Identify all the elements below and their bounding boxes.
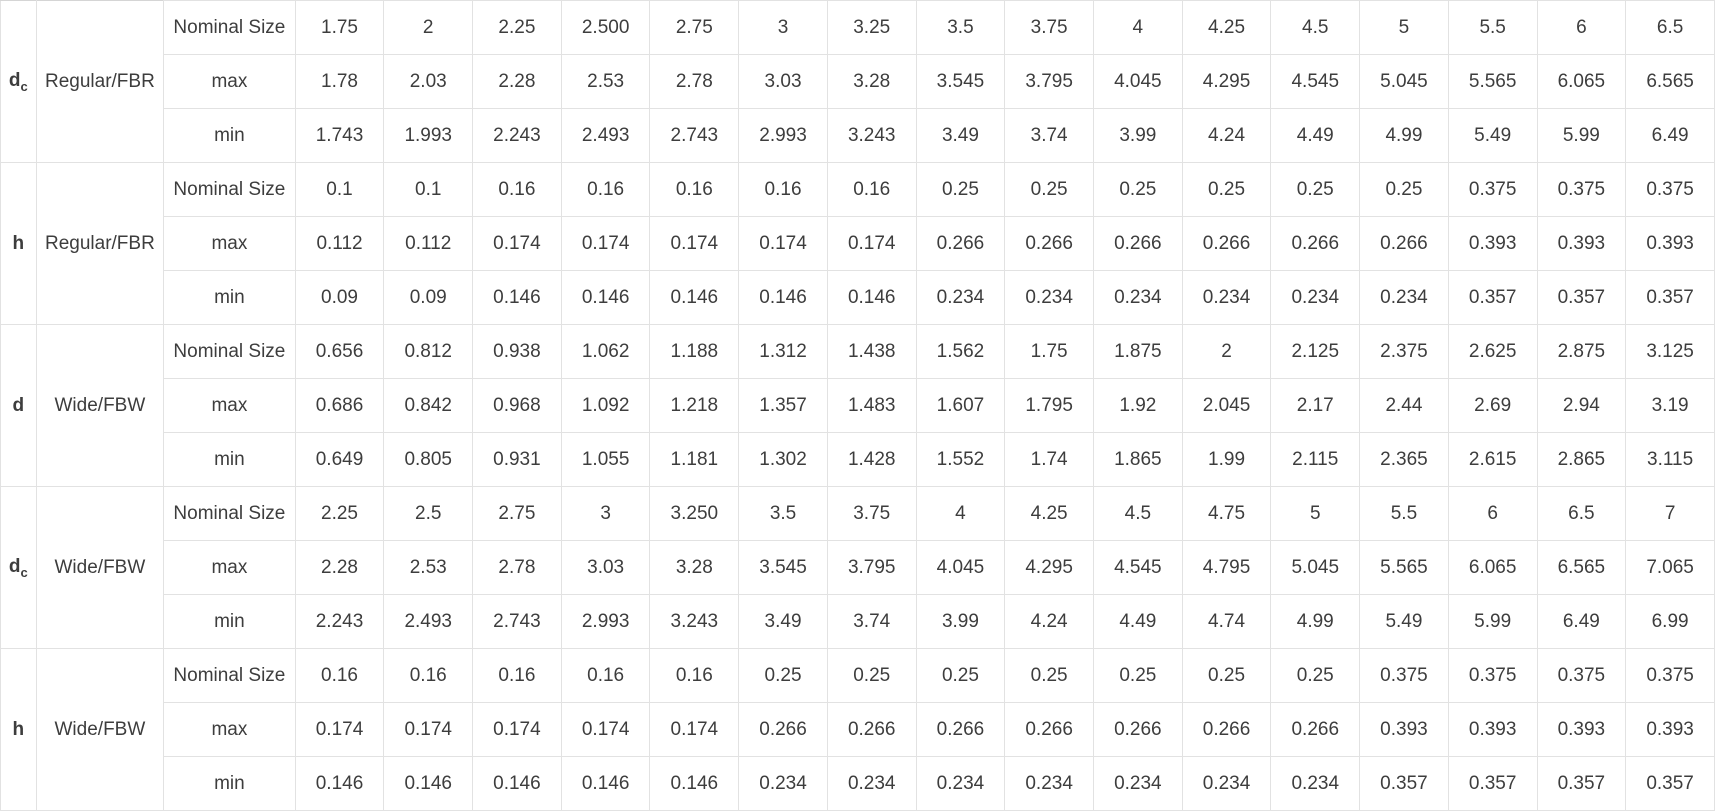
value-cell: 5.045 bbox=[1271, 541, 1360, 595]
value-cell: 0.234 bbox=[1005, 757, 1094, 811]
value-cell: 6 bbox=[1448, 487, 1537, 541]
row-label-cell: min bbox=[164, 595, 296, 649]
value-cell: 4.545 bbox=[1271, 55, 1360, 109]
row-label-cell: max bbox=[164, 217, 296, 271]
value-cell: 0.234 bbox=[916, 757, 1005, 811]
value-cell: 2.365 bbox=[1360, 433, 1449, 487]
value-cell: 1.562 bbox=[916, 325, 1005, 379]
value-cell: 3.49 bbox=[739, 595, 828, 649]
value-cell: 0.25 bbox=[1271, 649, 1360, 703]
value-cell: 0.146 bbox=[561, 757, 650, 811]
value-cell: 0.234 bbox=[1271, 271, 1360, 325]
value-cell: 3.03 bbox=[561, 541, 650, 595]
series-cell: Wide/FBW bbox=[36, 487, 163, 649]
value-cell: 0.25 bbox=[1093, 163, 1182, 217]
value-cell: 2.743 bbox=[650, 109, 739, 163]
value-cell: 0.234 bbox=[1271, 757, 1360, 811]
value-cell: 0.16 bbox=[739, 163, 828, 217]
row-label-cell: min bbox=[164, 109, 296, 163]
value-cell: 0.393 bbox=[1448, 217, 1537, 271]
value-cell: 0.968 bbox=[473, 379, 562, 433]
value-cell: 4.74 bbox=[1182, 595, 1271, 649]
value-cell: 4.045 bbox=[916, 541, 1005, 595]
value-cell: 1.181 bbox=[650, 433, 739, 487]
row-label-cell: Nominal Size bbox=[164, 649, 296, 703]
series-cell: Wide/FBW bbox=[36, 325, 163, 487]
value-cell: 3 bbox=[561, 487, 650, 541]
value-cell: 0.234 bbox=[1093, 271, 1182, 325]
value-cell: 2.875 bbox=[1537, 325, 1626, 379]
value-cell: 3.99 bbox=[916, 595, 1005, 649]
value-cell: 1.74 bbox=[1005, 433, 1094, 487]
value-cell: 4.795 bbox=[1182, 541, 1271, 595]
value-cell: 0.174 bbox=[473, 217, 562, 271]
value-cell: 0.266 bbox=[827, 703, 916, 757]
row-label-cell: max bbox=[164, 703, 296, 757]
value-cell: 7.065 bbox=[1626, 541, 1715, 595]
value-cell: 3.75 bbox=[827, 487, 916, 541]
value-cell: 0.266 bbox=[916, 703, 1005, 757]
value-cell: 4 bbox=[1093, 1, 1182, 55]
value-cell: 1.993 bbox=[384, 109, 473, 163]
value-cell: 2.493 bbox=[561, 109, 650, 163]
value-cell: 0.16 bbox=[473, 649, 562, 703]
row-label-cell: min bbox=[164, 271, 296, 325]
value-cell: 1.795 bbox=[1005, 379, 1094, 433]
value-cell: 0.174 bbox=[295, 703, 384, 757]
value-cell: 2.493 bbox=[384, 595, 473, 649]
value-cell: 0.16 bbox=[650, 163, 739, 217]
value-cell: 0.357 bbox=[1537, 271, 1626, 325]
value-cell: 1.312 bbox=[739, 325, 828, 379]
value-cell: 2.115 bbox=[1271, 433, 1360, 487]
value-cell: 0.1 bbox=[295, 163, 384, 217]
value-cell: 2.75 bbox=[473, 487, 562, 541]
value-cell: 3.5 bbox=[916, 1, 1005, 55]
value-cell: 1.062 bbox=[561, 325, 650, 379]
value-cell: 1.483 bbox=[827, 379, 916, 433]
value-cell: 2.28 bbox=[295, 541, 384, 595]
value-cell: 2.03 bbox=[384, 55, 473, 109]
value-cell: 0.931 bbox=[473, 433, 562, 487]
value-cell: 1.302 bbox=[739, 433, 828, 487]
symbol-cell: h bbox=[1, 163, 37, 325]
symbol-cell: $d_c$ bbox=[1, 1, 37, 163]
value-cell: 0.25 bbox=[1005, 163, 1094, 217]
value-cell: 0.266 bbox=[1271, 703, 1360, 757]
value-cell: 0.174 bbox=[473, 703, 562, 757]
value-cell: 5 bbox=[1271, 487, 1360, 541]
value-cell: 0.09 bbox=[295, 271, 384, 325]
symbol-subscript: c bbox=[20, 78, 28, 94]
value-cell: 3.250 bbox=[650, 487, 739, 541]
value-cell: 3.49 bbox=[916, 109, 1005, 163]
value-cell: 3.545 bbox=[739, 541, 828, 595]
value-cell: 0.112 bbox=[295, 217, 384, 271]
value-cell: 0.234 bbox=[1182, 757, 1271, 811]
value-cell: 6 bbox=[1537, 1, 1626, 55]
value-cell: 2.865 bbox=[1537, 433, 1626, 487]
value-cell: 0.146 bbox=[473, 271, 562, 325]
value-cell: 2.243 bbox=[473, 109, 562, 163]
value-cell: 0.16 bbox=[561, 649, 650, 703]
value-cell: 3.115 bbox=[1626, 433, 1715, 487]
value-cell: 4.99 bbox=[1360, 109, 1449, 163]
table-row bbox=[1, 703, 1715, 757]
series-cell: Wide/FBW bbox=[36, 649, 163, 811]
value-cell: 6.49 bbox=[1626, 109, 1715, 163]
value-cell: 0.174 bbox=[384, 703, 473, 757]
value-cell: 1.092 bbox=[561, 379, 650, 433]
value-cell: 0.174 bbox=[561, 703, 650, 757]
value-cell: 3.19 bbox=[1626, 379, 1715, 433]
value-cell: 2.993 bbox=[739, 109, 828, 163]
value-cell: 5.99 bbox=[1537, 109, 1626, 163]
value-cell: 3.25 bbox=[827, 1, 916, 55]
table-body bbox=[1, 1, 1715, 811]
value-cell: 0.174 bbox=[827, 217, 916, 271]
row-label-cell: max bbox=[164, 55, 296, 109]
value-cell: 4.25 bbox=[1182, 1, 1271, 55]
value-cell: 2.53 bbox=[561, 55, 650, 109]
value-cell: 5.565 bbox=[1448, 55, 1537, 109]
value-cell: 0.686 bbox=[295, 379, 384, 433]
value-cell: 3.795 bbox=[827, 541, 916, 595]
value-cell: 4.25 bbox=[1005, 487, 1094, 541]
value-cell: 2.44 bbox=[1360, 379, 1449, 433]
value-cell: 2.53 bbox=[384, 541, 473, 595]
value-cell: 0.1 bbox=[384, 163, 473, 217]
value-cell: 0.393 bbox=[1537, 703, 1626, 757]
value-cell: 2.045 bbox=[1182, 379, 1271, 433]
row-label-cell: Nominal Size bbox=[164, 163, 296, 217]
value-cell: 2.69 bbox=[1448, 379, 1537, 433]
value-cell: 6.565 bbox=[1537, 541, 1626, 595]
value-cell: 5 bbox=[1360, 1, 1449, 55]
row-label-cell: Nominal Size bbox=[164, 325, 296, 379]
symbol-cell: $d_c$ bbox=[1, 487, 37, 649]
value-cell: 1.92 bbox=[1093, 379, 1182, 433]
value-cell: 0.25 bbox=[1360, 163, 1449, 217]
value-cell: 3.74 bbox=[827, 595, 916, 649]
value-cell: 0.357 bbox=[1537, 757, 1626, 811]
value-cell: 3.5 bbox=[739, 487, 828, 541]
symbol-cell: d bbox=[1, 325, 37, 487]
row-label-cell: min bbox=[164, 433, 296, 487]
value-cell: 0.266 bbox=[1093, 703, 1182, 757]
table-row bbox=[1, 595, 1715, 649]
value-cell: 0.25 bbox=[1182, 649, 1271, 703]
value-cell: 0.234 bbox=[827, 757, 916, 811]
value-cell: 3.545 bbox=[916, 55, 1005, 109]
value-cell: 3.28 bbox=[650, 541, 739, 595]
value-cell: 4.75 bbox=[1182, 487, 1271, 541]
value-cell: 2.125 bbox=[1271, 325, 1360, 379]
value-cell: 3.28 bbox=[827, 55, 916, 109]
value-cell: 6.5 bbox=[1626, 1, 1715, 55]
value-cell: 6.065 bbox=[1537, 55, 1626, 109]
value-cell: 4.045 bbox=[1093, 55, 1182, 109]
symbol-cell: h bbox=[1, 649, 37, 811]
value-cell: 4.295 bbox=[1005, 541, 1094, 595]
value-cell: 0.25 bbox=[827, 649, 916, 703]
value-cell: 2 bbox=[1182, 325, 1271, 379]
value-cell: 0.266 bbox=[916, 217, 1005, 271]
value-cell: 0.266 bbox=[1005, 217, 1094, 271]
value-cell: 1.218 bbox=[650, 379, 739, 433]
value-cell: 0.393 bbox=[1626, 217, 1715, 271]
value-cell: 4.99 bbox=[1271, 595, 1360, 649]
table-row bbox=[1, 109, 1715, 163]
value-cell: 3.03 bbox=[739, 55, 828, 109]
value-cell: 1.357 bbox=[739, 379, 828, 433]
value-cell: 0.146 bbox=[650, 757, 739, 811]
value-cell: 0.25 bbox=[916, 163, 1005, 217]
value-cell: 2.25 bbox=[473, 1, 562, 55]
value-cell: 5.5 bbox=[1448, 1, 1537, 55]
value-cell: 2.94 bbox=[1537, 379, 1626, 433]
value-cell: 6.5 bbox=[1537, 487, 1626, 541]
value-cell: 0.146 bbox=[295, 757, 384, 811]
value-cell: 2.78 bbox=[650, 55, 739, 109]
value-cell: 5.5 bbox=[1360, 487, 1449, 541]
value-cell: 1.75 bbox=[1005, 325, 1094, 379]
series-cell: Regular/FBR bbox=[36, 1, 163, 163]
value-cell: 0.174 bbox=[739, 217, 828, 271]
table-row bbox=[1, 163, 1715, 217]
value-cell: 2.75 bbox=[650, 1, 739, 55]
value-cell: 0.234 bbox=[1005, 271, 1094, 325]
value-cell: 0.25 bbox=[1271, 163, 1360, 217]
table-row bbox=[1, 217, 1715, 271]
value-cell: 0.25 bbox=[1005, 649, 1094, 703]
row-label-cell: Nominal Size bbox=[164, 1, 296, 55]
value-cell: 0.09 bbox=[384, 271, 473, 325]
value-cell: 0.357 bbox=[1360, 757, 1449, 811]
value-cell: 4.5 bbox=[1093, 487, 1182, 541]
value-cell: 0.234 bbox=[1182, 271, 1271, 325]
table-row bbox=[1, 541, 1715, 595]
value-cell: 0.375 bbox=[1626, 649, 1715, 703]
value-cell: 6.99 bbox=[1626, 595, 1715, 649]
value-cell: 3.795 bbox=[1005, 55, 1094, 109]
value-cell: 5.99 bbox=[1448, 595, 1537, 649]
value-cell: 2.5 bbox=[384, 487, 473, 541]
value-cell: 0.266 bbox=[1182, 217, 1271, 271]
value-cell: 5.565 bbox=[1360, 541, 1449, 595]
value-cell: 2.375 bbox=[1360, 325, 1449, 379]
value-cell: 0.25 bbox=[1093, 649, 1182, 703]
value-cell: 1.865 bbox=[1093, 433, 1182, 487]
table-row bbox=[1, 55, 1715, 109]
value-cell: 0.357 bbox=[1626, 757, 1715, 811]
value-cell: 1.188 bbox=[650, 325, 739, 379]
value-cell: 0.375 bbox=[1448, 163, 1537, 217]
value-cell: 0.16 bbox=[473, 163, 562, 217]
value-cell: 2.625 bbox=[1448, 325, 1537, 379]
value-cell: 0.146 bbox=[739, 271, 828, 325]
row-label-cell: min bbox=[164, 757, 296, 811]
value-cell: 1.875 bbox=[1093, 325, 1182, 379]
value-cell: 4.49 bbox=[1093, 595, 1182, 649]
value-cell: 0.357 bbox=[1626, 271, 1715, 325]
value-cell: 0.234 bbox=[916, 271, 1005, 325]
value-cell: 2.78 bbox=[473, 541, 562, 595]
value-cell: 1.552 bbox=[916, 433, 1005, 487]
value-cell: 1.75 bbox=[295, 1, 384, 55]
value-cell: 0.842 bbox=[384, 379, 473, 433]
value-cell: 2.28 bbox=[473, 55, 562, 109]
table-row bbox=[1, 1, 1715, 55]
value-cell: 7 bbox=[1626, 487, 1715, 541]
value-cell: 0.266 bbox=[1360, 217, 1449, 271]
value-cell: 4.295 bbox=[1182, 55, 1271, 109]
value-cell: 0.375 bbox=[1360, 649, 1449, 703]
row-label-cell: max bbox=[164, 379, 296, 433]
value-cell: 0.174 bbox=[650, 703, 739, 757]
value-cell: 6.565 bbox=[1626, 55, 1715, 109]
value-cell: 0.938 bbox=[473, 325, 562, 379]
value-cell: 0.234 bbox=[1093, 757, 1182, 811]
table-row bbox=[1, 649, 1715, 703]
value-cell: 0.266 bbox=[1093, 217, 1182, 271]
value-cell: 2.25 bbox=[295, 487, 384, 541]
value-cell: 0.16 bbox=[827, 163, 916, 217]
value-cell: 1.743 bbox=[295, 109, 384, 163]
row-label-cell: max bbox=[164, 541, 296, 595]
value-cell: 1.428 bbox=[827, 433, 916, 487]
value-cell: 4.49 bbox=[1271, 109, 1360, 163]
value-cell: 0.25 bbox=[739, 649, 828, 703]
value-cell: 0.25 bbox=[916, 649, 1005, 703]
value-cell: 6.49 bbox=[1537, 595, 1626, 649]
value-cell: 0.375 bbox=[1537, 163, 1626, 217]
value-cell: 2 bbox=[384, 1, 473, 55]
value-cell: 0.266 bbox=[739, 703, 828, 757]
value-cell: 1.438 bbox=[827, 325, 916, 379]
value-cell: 0.25 bbox=[1182, 163, 1271, 217]
value-cell: 0.375 bbox=[1537, 649, 1626, 703]
value-cell: 0.234 bbox=[739, 757, 828, 811]
value-cell: 3.74 bbox=[1005, 109, 1094, 163]
series-cell: Regular/FBR bbox=[36, 163, 163, 325]
value-cell: 0.16 bbox=[561, 163, 650, 217]
table-row bbox=[1, 271, 1715, 325]
value-cell: 2.615 bbox=[1448, 433, 1537, 487]
value-cell: 0.812 bbox=[384, 325, 473, 379]
value-cell: 1.055 bbox=[561, 433, 650, 487]
table-row bbox=[1, 757, 1715, 811]
value-cell: 5.49 bbox=[1448, 109, 1537, 163]
value-cell: 0.375 bbox=[1448, 649, 1537, 703]
value-cell: 4 bbox=[916, 487, 1005, 541]
value-cell: 0.656 bbox=[295, 325, 384, 379]
value-cell: 3.243 bbox=[650, 595, 739, 649]
value-cell: 0.146 bbox=[827, 271, 916, 325]
value-cell: 0.146 bbox=[384, 757, 473, 811]
value-cell: 0.174 bbox=[650, 217, 739, 271]
value-cell: 0.393 bbox=[1360, 703, 1449, 757]
value-cell: 6.065 bbox=[1448, 541, 1537, 595]
value-cell: 3.125 bbox=[1626, 325, 1715, 379]
value-cell: 0.357 bbox=[1448, 757, 1537, 811]
value-cell: 0.375 bbox=[1626, 163, 1715, 217]
value-cell: 2.17 bbox=[1271, 379, 1360, 433]
value-cell: 0.16 bbox=[650, 649, 739, 703]
value-cell: 3.75 bbox=[1005, 1, 1094, 55]
value-cell: 1.607 bbox=[916, 379, 1005, 433]
value-cell: 0.805 bbox=[384, 433, 473, 487]
value-cell: 4.24 bbox=[1182, 109, 1271, 163]
value-cell: 0.112 bbox=[384, 217, 473, 271]
value-cell: 0.393 bbox=[1537, 217, 1626, 271]
value-cell: 0.174 bbox=[561, 217, 650, 271]
value-cell: 1.99 bbox=[1182, 433, 1271, 487]
value-cell: 2.993 bbox=[561, 595, 650, 649]
value-cell: 0.393 bbox=[1626, 703, 1715, 757]
value-cell: 2.243 bbox=[295, 595, 384, 649]
table-row bbox=[1, 487, 1715, 541]
value-cell: 3 bbox=[739, 1, 828, 55]
value-cell: 4.24 bbox=[1005, 595, 1094, 649]
value-cell: 0.357 bbox=[1448, 271, 1537, 325]
value-cell: 0.234 bbox=[1360, 271, 1449, 325]
value-cell: 0.16 bbox=[295, 649, 384, 703]
value-cell: 0.146 bbox=[561, 271, 650, 325]
value-cell: 3.99 bbox=[1093, 109, 1182, 163]
value-cell: 4.5 bbox=[1271, 1, 1360, 55]
value-cell: 1.78 bbox=[295, 55, 384, 109]
value-cell: 5.49 bbox=[1360, 595, 1449, 649]
value-cell: 0.266 bbox=[1271, 217, 1360, 271]
table-row bbox=[1, 379, 1715, 433]
row-label-cell: Nominal Size bbox=[164, 487, 296, 541]
value-cell: 4.545 bbox=[1093, 541, 1182, 595]
value-cell: 0.16 bbox=[384, 649, 473, 703]
value-cell: 5.045 bbox=[1360, 55, 1449, 109]
value-cell: 0.146 bbox=[473, 757, 562, 811]
value-cell: 0.393 bbox=[1448, 703, 1537, 757]
value-cell: 0.266 bbox=[1005, 703, 1094, 757]
value-cell: 2.500 bbox=[561, 1, 650, 55]
value-cell: 0.649 bbox=[295, 433, 384, 487]
value-cell: 3.243 bbox=[827, 109, 916, 163]
value-cell: 0.266 bbox=[1182, 703, 1271, 757]
table-row bbox=[1, 433, 1715, 487]
table-row bbox=[1, 325, 1715, 379]
value-cell: 0.146 bbox=[650, 271, 739, 325]
symbol-subscript: c bbox=[20, 564, 28, 580]
value-cell: 2.743 bbox=[473, 595, 562, 649]
